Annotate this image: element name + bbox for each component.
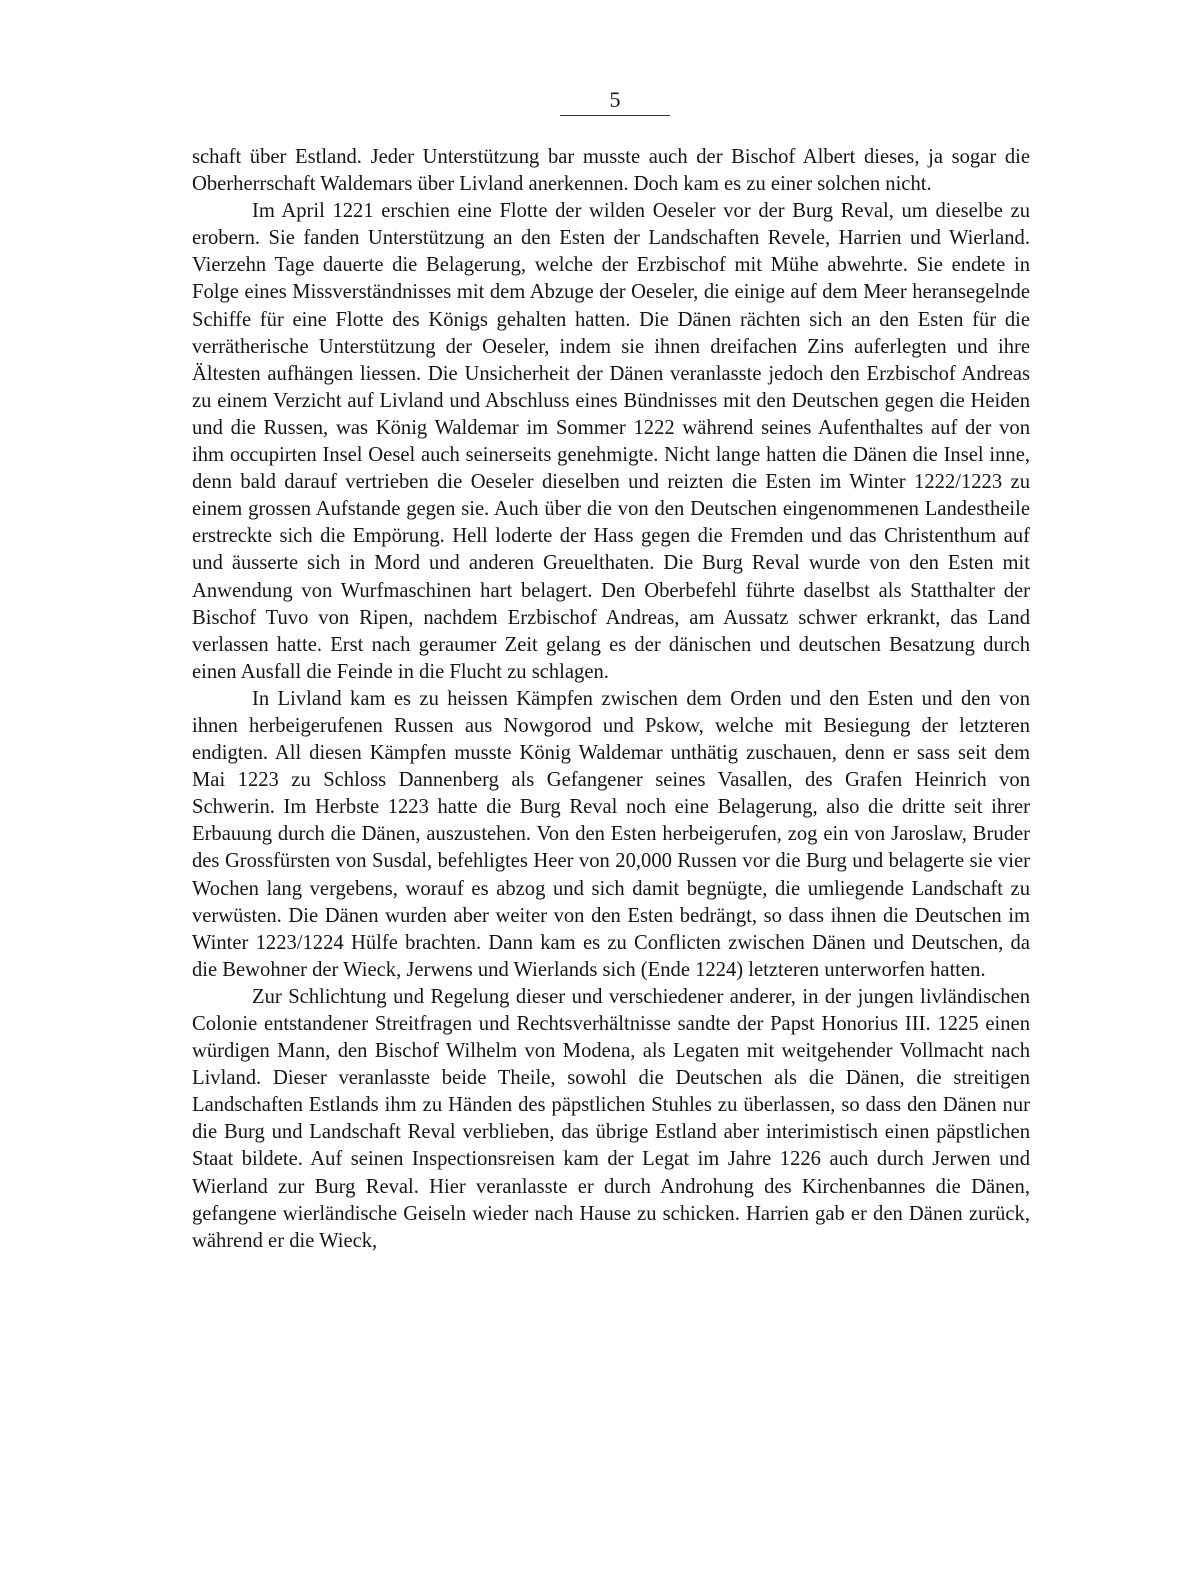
page-number-rule (560, 115, 670, 116)
body-text (192, 144, 1030, 1255)
page-number: 5 (609, 87, 621, 112)
paragraph-4: Zur Schlichtung und Regelung dieser und verschiedener anderer, in der jungen livländischen Colonie entstandener Streitfragen und Rechtsverhältnisse sandte der Papst Honorius III. 1225 einen würdigen Mann, den Bischof Wilhelm von Modena, als Legaten mit weitgehender Vollmacht nach Livland. Dieser veranlasste beide Theile, sowohl die Deutschen als die Dänen, die streitigen Landschaften Estlands ihm zu Händen des päpstlichen Stuhles zu überlassen, so dass den Dänen nur die Burg und Landschaft Reval verblieben, das übrige Estland aber interimistisch einen päpstlichen Staat bildete. Auf seinen Inspectionsreisen kam der Legat im Jahre 1226 auch durch Jerwen und Wierland zur Burg Reval. Hier veranlasste er durch Androhung des Kirchenbannes die Dänen, gefangene wierländische Geiseln wieder nach Hause zu schicken. Harrien gab er den Dänen zurück, während er die Wieck, (192, 985, 1030, 1252)
paragraph-2: Im April 1221 erschien eine Flotte der wilden Oeseler vor der Burg Reval, um dieselbe zu erobern. Sie fanden Unterstützung an den Esten der Landschaften Revele, Harrien und Wierland. Vierzehn Tage dauerte die Belagerung, welche der Erzbischof mit Mühe abwehrte. Sie endete in Folge eines Missverständnisses mit dem Abzuge der Oeseler, die einige auf dem Meer heransegelnde Schiffe für eine Flotte des Königs gehalten hatten. Die Dänen rächten sich an den Esten für die verrätherische Unterstützung der Oeseler, indem sie ihnen dreifachen Zins auferlegten und ihre Ältesten aufhängen liessen. Die Unsicherheit der Dänen veranlasste jedoch den Erzbischof Andreas zu einem Verzicht auf Livland und Abschluss eines Bündnisses mit den Deutschen gegen die Heiden und die Russen, was König Waldemar im Sommer 1222 während seines Aufenthaltes auf der von ihm occupirten Insel Oesel auch seinerseits genehmigte. Nicht lange hatten die Dänen die Insel inne, denn bald darauf vertrieben die Oeseler dieselben und reizten die Esten im Winter 1222/1223 zu einem grossen Aufstande gegen sie. Auch über die von den Deutschen eingenommenen Landestheile erstreckte sich die Empörung. Hell loderte der Hass gegen die Fremden und das Christenthum auf und äusserte sich in Mord und anderen Greuelthaten. Die Burg Reval wurde von den Esten mit Anwendung von Wurfmaschinen hart belagert. Den Oberbefehl führte daselbst als Statthalter der Bischof Tuvo von Ripen, nachdem Erzbischof Andreas, am Aussatz schwer erkrankt, das Land verlassen hatte. Erst nach geraumer Zeit gelang es der dänischen und deutschen Besatzung durch einen Ausfall die Feinde in die Flucht zu schlagen. (192, 200, 1030, 683)
paragraph-3: In Livland kam es zu heissen Kämpfen zwischen dem Orden und den Esten und den von ihnen herbeigerufenen Russen aus Nowgorod und Pskow, welche mit Besiegung der letzteren endigten. All diesen Kämpfen musste König Waldemar unthätig zuschauen, denn er sass seit dem Mai 1223 zu Schloss Dannenberg als Gefangener seines Vasallen, des Grafen Heinrich von Schwerin. Im Herbste 1223 hatte die Burg Reval noch eine Belagerung, also die dritte seit ihrer Erbauung durch die Dänen, auszustehen. Von den Esten herbeigerufen, zog ein von Jaroslaw, Bruder des Grossfürsten von Susdal, befehligtes Heer von 20,000 Russen vor die Burg und belagerte sie vier Wochen lang vergebens, worauf es abzog und sich damit begnügte, die umliegende Landschaft zu verwüsten. Die Dänen wurden aber weiter von den Esten bedrängt, so dass ihnen die Deutschen im Winter 1223/1224 Hülfe brachten. Dann kam es zu Conflicten zwischen Dänen und Deutschen, da die Bewohner der Wieck, Jerwens und Wierlands sich (Ende 1224) letzteren unterworfen hatten. (192, 687, 1030, 981)
paragraph-1: schaft über Estland. Jeder Unterstützung bar musste auch der Bischof Albert dieses, ja sogar die Oberherrschaft Waldemars über Livland anerkennen. Doch kam es zu einer solchen nicht. (192, 146, 1030, 196)
